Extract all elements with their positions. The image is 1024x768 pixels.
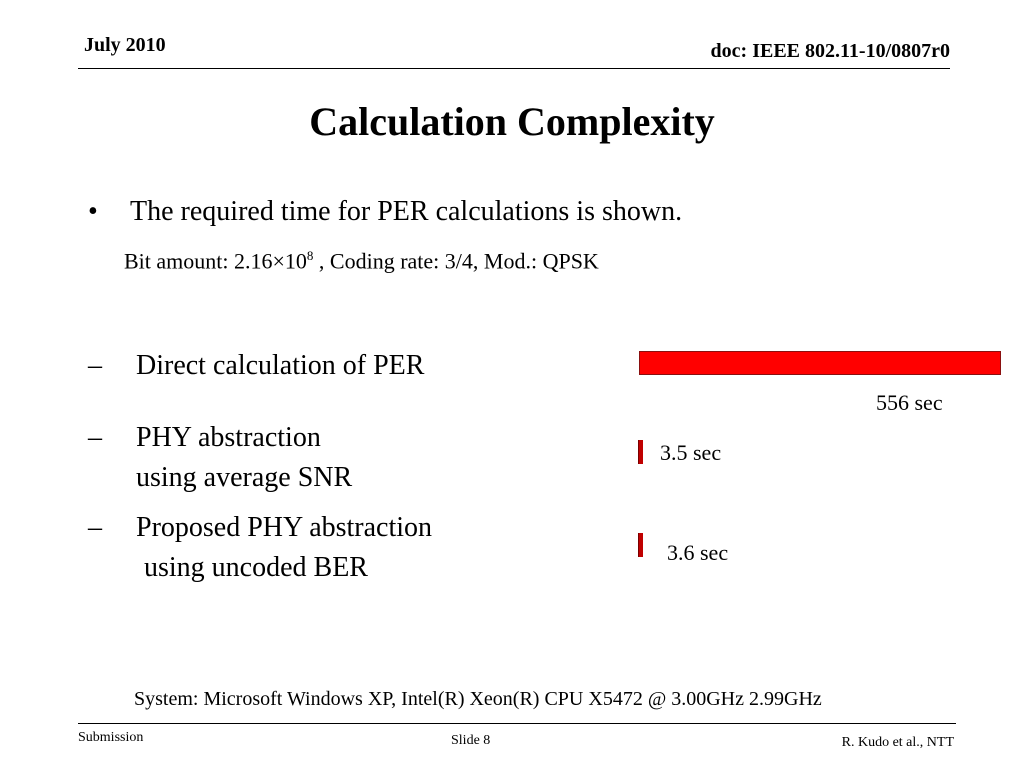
dash-icon: –: [88, 350, 102, 381]
note-suffix: , Coding rate: 3/4, Mod.: QPSK: [313, 248, 599, 274]
header-divider: [78, 68, 950, 69]
time-bar-avg-snr: [638, 440, 643, 464]
time-bar-direct: [639, 351, 1001, 375]
method-item-direct: [88, 346, 424, 386]
dash-icon: –: [88, 512, 102, 543]
header-date: July 2010: [84, 34, 166, 56]
method-label: Proposed PHY abstraction: [136, 512, 433, 543]
time-bar-uncoded-ber: [638, 533, 643, 557]
method-item-avg-snr: [88, 418, 352, 498]
bullet-item: [88, 196, 682, 228]
parameters-note: [124, 248, 599, 274]
time-label-avg-snr: 3.5 sec: [660, 440, 722, 465]
method-label: PHY abstraction: [136, 422, 321, 453]
header-doc-id: doc: IEEE 802.11-10/0807r0: [710, 40, 950, 62]
method-label-continued: using average SNR: [136, 462, 353, 493]
bullet-icon: •: [88, 196, 98, 227]
time-label-uncoded-ber: 3.6 sec: [667, 540, 729, 565]
slide-title: Calculation Complexity: [309, 99, 715, 144]
method-label: Direct calculation of PER: [136, 350, 425, 381]
dash-icon: –: [88, 422, 102, 453]
footer-divider: [78, 723, 956, 724]
time-label-direct: 556 sec: [876, 390, 943, 415]
method-item-uncoded-ber: [88, 508, 432, 588]
note-exponent: 8: [306, 248, 314, 263]
footer-submission: Submission: [78, 730, 144, 745]
method-label-continued: using uncoded BER: [144, 552, 368, 583]
note-prefix: Bit amount: 2.16×10: [124, 248, 307, 274]
footer-slide-number: Slide 8: [451, 733, 491, 748]
bullet-text: The required time for PER calculations is shown.: [130, 196, 683, 227]
system-spec: System: Microsoft Windows XP, Intel(R) Xeon(R) CPU X5472 @ 3.00GHz 2.99GHz: [134, 688, 822, 710]
footer-author: R. Kudo et al., NTT: [841, 735, 954, 750]
